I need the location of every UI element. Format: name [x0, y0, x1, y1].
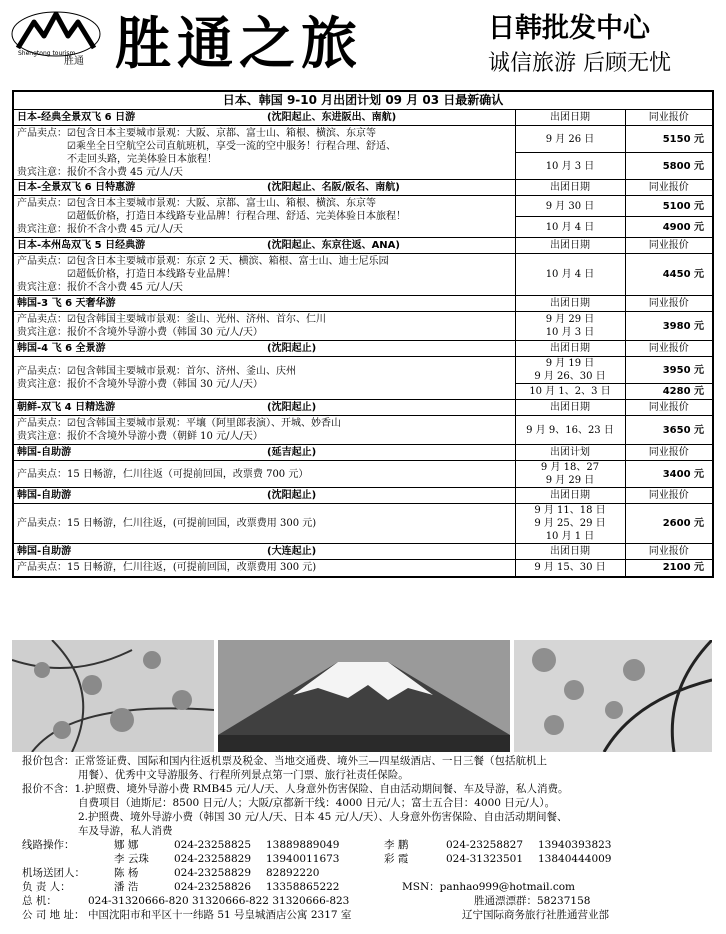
section-title-cell — [13, 341, 515, 357]
description-line: 贵宾注意：报价不含小费 45 元/人/天 — [17, 224, 183, 235]
departure-date: 9 月 19 日 9 月 26、30 日 — [515, 357, 625, 384]
section-name: 朝鲜-双飞 4 日精选游 — [17, 402, 116, 413]
general-row — [22, 894, 712, 908]
section-name: 日本-经典全景双飞 6 日游 — [17, 112, 136, 123]
section-name: 韩国-3 飞 6 天奢华游 — [17, 298, 116, 309]
departure-date: 9 月 26 日 — [515, 126, 625, 153]
price: 3950 元 — [625, 357, 713, 384]
section-route: (沈阳起止) — [267, 343, 317, 354]
mount-fuji-icon — [218, 640, 510, 752]
excludes-line-1b: 自费项目（迪斯尼：8500 日元/人；大阪/京都新干线：4000 日元/人；富士五合目：4000 日元/人）。 — [78, 797, 556, 809]
section-description — [13, 461, 515, 488]
price: 2600 元 — [625, 504, 713, 544]
section-description — [13, 196, 515, 238]
description-line: ☑超低价格，打造日本线路专业品牌！行程合理、舒适、完美体验日本旅程！ — [67, 211, 406, 222]
description-line: ☑乘坐全日空航空公司直航班机，享受一流的空中服务！行程合理、舒适、 — [67, 140, 396, 152]
section-description — [13, 126, 515, 180]
date-row — [13, 312, 713, 341]
section-name: 韩国-自助游 — [17, 546, 72, 557]
description-line: 产品卖点：☑包含韩国主要城市景观：平壤（阿里郎表演）、开城、妙香山 — [17, 418, 341, 429]
price-col-header: 同业报价 — [625, 180, 713, 196]
description-line: 产品卖点：15 日畅游，仁川往返，(可提前回国，改票费用 300 元) — [17, 518, 317, 529]
price: 5100 元 — [625, 196, 713, 217]
section-route: (延吉起止) — [267, 447, 317, 458]
departure-date: 10 月 4 日 — [515, 254, 625, 296]
section-description — [13, 357, 515, 400]
contact-mobile: 82892220 — [266, 867, 320, 879]
airport-label: 机场送团人： — [22, 867, 85, 879]
date-col-header: 出团日期 — [515, 110, 625, 126]
contact-name: 彩 霞 — [384, 853, 409, 865]
section-title-cell — [13, 445, 515, 461]
price: 4900 元 — [625, 217, 713, 238]
ops-row-2 — [22, 852, 712, 866]
excludes-line-2b: 车及导游，私人消费 — [78, 825, 173, 837]
section-header — [13, 488, 713, 504]
section-route: (沈阳起止) — [267, 402, 317, 413]
contact-tel: 024-23258829 — [174, 853, 252, 865]
address-label: 公 司 地 址： — [22, 909, 85, 921]
section-name: 韩国-4 飞 6 全景游 — [17, 343, 106, 354]
departure-date: 9 月 9、16、23 日 — [515, 416, 625, 445]
section-header — [13, 238, 713, 254]
description-line: 贵宾注意：报价不含境外导游小费（韩国 30 元/人/天） — [17, 327, 263, 338]
manager-row — [22, 880, 712, 894]
date-row — [13, 560, 713, 577]
section-description — [13, 254, 515, 296]
price-col-header: 同业报价 — [625, 488, 713, 504]
contact-mobile: 13358865222 — [266, 881, 340, 893]
date-row — [13, 357, 713, 384]
date-col-header: 出团日期 — [515, 180, 625, 196]
departure-date: 9 月 18、27 9 月 29 日 — [515, 461, 625, 488]
departure-date: 10 月 1、2、3 日 — [515, 384, 625, 400]
section-description — [13, 312, 515, 341]
date-col-header: 出团日期 — [515, 544, 625, 560]
section-route: (沈阳起止、东京往返、ANA) — [267, 240, 400, 251]
cherry-blossom-photo-right — [514, 640, 712, 752]
date-col-header: 出团日期 — [515, 488, 625, 504]
date-col-header: 出团计划 — [515, 445, 625, 461]
section-header — [13, 544, 713, 560]
contact-name: 陈 杨 — [114, 867, 139, 879]
price: 4280 元 — [625, 384, 713, 400]
price: 2100 元 — [625, 560, 713, 577]
price: 4450 元 — [625, 254, 713, 296]
page-title: 胜通之旅 — [115, 11, 363, 77]
logo-text-cn: 胜通 — [64, 56, 84, 67]
excludes-line-2: 2.护照费、境外导游小费（韩国 30 元/人/天、日本 45 元/人/天）、人身意外伤害保险、自由活动期间餐、 — [78, 811, 568, 823]
description-line: 贵宾注意：报价不含小费 45 元/人/天 — [17, 166, 183, 178]
center-title: 日韩批发中心 — [488, 13, 650, 44]
date-row — [13, 196, 713, 217]
contact-tel: 024-23258829 — [174, 867, 252, 879]
logo-text-en: Shengtong tourism — [18, 50, 76, 57]
price-col-header: 同业报价 — [625, 544, 713, 560]
contact-tel: 024-23258825 — [174, 839, 252, 851]
section-header — [13, 296, 713, 312]
contact-mobile: 13940011673 — [266, 853, 340, 865]
msn-contact[interactable]: MSN：panhao999@hotmail.com — [402, 881, 575, 893]
plan-title: 日本、韩国 9-10 月出团计划 09 月 03 日最新确认 — [13, 91, 713, 110]
header — [0, 0, 726, 86]
photo-strip — [12, 640, 712, 752]
address-row — [22, 908, 712, 922]
contact-mobile: 13840444009 — [538, 853, 612, 865]
group-number: 胜通漂漂群：58237158 — [474, 895, 591, 907]
price-col-header: 同业报价 — [625, 400, 713, 416]
description-line: 贵宾注意：报价不含小费 45 元/人/天 — [17, 282, 183, 293]
ops-label: 线路操作： — [22, 839, 75, 851]
section-header — [13, 341, 713, 357]
section-description — [13, 504, 515, 544]
date-row — [13, 254, 713, 296]
manager-label: 负 责 人： — [22, 881, 71, 893]
price-col-header: 同业报价 — [625, 238, 713, 254]
section-title-cell — [13, 110, 515, 126]
contact-tel: 024-23258826 — [174, 881, 252, 893]
includes-line-2: 用餐）、优秀中文导游服务、行程所列景点第一门票、旅行社责任保险。 — [78, 769, 409, 781]
section-name: 韩国-自助游 — [17, 490, 72, 501]
date-col-header: 出团日期 — [515, 400, 625, 416]
airport-row — [22, 866, 712, 880]
description-line: ☑超低价格，打造日本线路专业品牌！ — [67, 269, 236, 280]
company-name: 辽宁国际商务旅行社胜通营业部 — [462, 909, 609, 921]
section-title-cell — [13, 544, 515, 560]
departure-date: 10 月 4 日 — [515, 217, 625, 238]
section-route: (沈阳起止、名阪/阪名、南航) — [267, 182, 400, 193]
date-row — [13, 416, 713, 445]
section-description — [13, 560, 515, 577]
departure-date: 9 月 30 日 — [515, 196, 625, 217]
description-line: 贵宾注意：报价不含境外导游小费（朝鲜 10 元/人/天） — [17, 431, 263, 442]
price-col-header: 同业报价 — [625, 296, 713, 312]
address: 中国沈阳市和平区十一纬路 51 号皇城酒店公寓 2317 室 — [88, 909, 352, 921]
section-name: 韩国-自助游 — [17, 447, 72, 458]
tour-table — [12, 90, 714, 578]
section-description — [13, 416, 515, 445]
description-line: 产品卖点：15 日畅游，仁川往返（可提前回国，改票费 700 元） — [17, 468, 309, 480]
description-line: 产品卖点：☑包含韩国主要城市景观：釜山、光州、济州、首尔、仁川 — [17, 314, 326, 325]
cherry-tree-icon — [514, 640, 712, 752]
date-row — [13, 461, 713, 488]
price-col-header: 同业报价 — [625, 110, 713, 126]
footer — [22, 754, 712, 922]
contact-tel: 024-23258827 — [446, 839, 524, 851]
section-title-cell — [13, 488, 515, 504]
departure-date: 9 月 29 日 10 月 3 日 — [515, 312, 625, 341]
contact-name: 娜 娜 — [114, 839, 139, 851]
section-route: (沈阳起止) — [267, 490, 317, 501]
section-title-cell — [13, 238, 515, 254]
contact-name: 李 鹏 — [384, 839, 409, 851]
price-col-header: 同业报价 — [625, 445, 713, 461]
departure-date: 10 月 3 日 — [515, 153, 625, 180]
price: 5150 元 — [625, 126, 713, 153]
section-route: (大连起止) — [267, 546, 317, 557]
date-col-header: 出团日期 — [515, 296, 625, 312]
cherry-blossom-icon — [12, 640, 214, 752]
section-header — [13, 400, 713, 416]
section-route: (沈阳起止、东进阪出、南航) — [267, 112, 397, 123]
date-row — [13, 126, 713, 153]
description-line: 产品卖点：☑包含日本主要城市景观：大阪、京都、富士山、箱根、横滨、东京等 — [17, 127, 376, 139]
departure-date: 9 月 15、30 日 — [515, 560, 625, 577]
section-title-cell — [13, 400, 515, 416]
general-label: 总 机： — [22, 895, 57, 907]
price-col-header: 同业报价 — [625, 341, 713, 357]
description-line: 产品卖点：☑包含日本主要城市景观：东京 2 天、横滨、箱根、富士山、迪士尼乐园 — [17, 256, 389, 267]
slogan: 诚信旅游 后顾无忧 — [488, 51, 671, 76]
description-line: 贵宾注意：报价不含境外导游小费（韩国 30 元/人/天） — [17, 379, 263, 390]
ops-row-1 — [22, 838, 712, 852]
section-name: 日本-全景双飞 6 日特惠游 — [17, 182, 136, 193]
includes-line-1: 报价包含：正常签证费、国际和国内往返机票及税金、当地交通费、境外三—四星级酒店、一日三餐（包括航机上 — [22, 755, 547, 767]
contact-mobile: 13889889049 — [266, 839, 340, 851]
price: 5800 元 — [625, 153, 713, 180]
date-row — [13, 504, 713, 544]
contact-tel: 024-31323501 — [446, 853, 524, 865]
section-title-cell — [13, 296, 515, 312]
section-name: 日本-本州岛双飞 5 日经典游 — [17, 240, 146, 251]
mount-fuji-photo — [218, 640, 510, 752]
section-title-cell — [13, 180, 515, 196]
excludes-line-1: 报价不含：1.护照费、境外导游小费 RMB45 元/人/天、人身意外伤害保险、自由活动期间餐、车及导游，私人消费。 — [22, 783, 569, 795]
section-header — [13, 180, 713, 196]
logo — [10, 8, 102, 67]
general-numbers: 024-31320666-820 31320666-822 31320666-823 — [88, 895, 350, 907]
date-col-header: 出团日期 — [515, 238, 625, 254]
price: 3650 元 — [625, 416, 713, 445]
contact-name: 李 云珠 — [114, 853, 149, 865]
description-line: 不走回头路，完美体验日本旅程！ — [67, 153, 217, 165]
description-line: 产品卖点：☑包含日本主要城市景观：大阪、京都、富士山、箱根、横滨、东京等 — [17, 198, 376, 209]
contact-mobile: 13940393823 — [538, 839, 612, 851]
contact-name: 潘 浩 — [114, 881, 139, 893]
departure-date: 9 月 11、18 日 9 月 25、29 日 10 月 1 日 — [515, 504, 625, 544]
description-line: 产品卖点：☑包含韩国主要城市景观：首尔、济州、釜山、庆州 — [17, 366, 296, 377]
description-line: 产品卖点：15 日畅游，仁川往返，(可提前回国，改票费用 300 元) — [17, 562, 317, 574]
section-header — [13, 110, 713, 126]
price: 3980 元 — [625, 312, 713, 341]
price: 3400 元 — [625, 461, 713, 488]
cherry-blossom-photo-left — [12, 640, 214, 752]
section-header — [13, 445, 713, 461]
date-col-header: 出团日期 — [515, 341, 625, 357]
